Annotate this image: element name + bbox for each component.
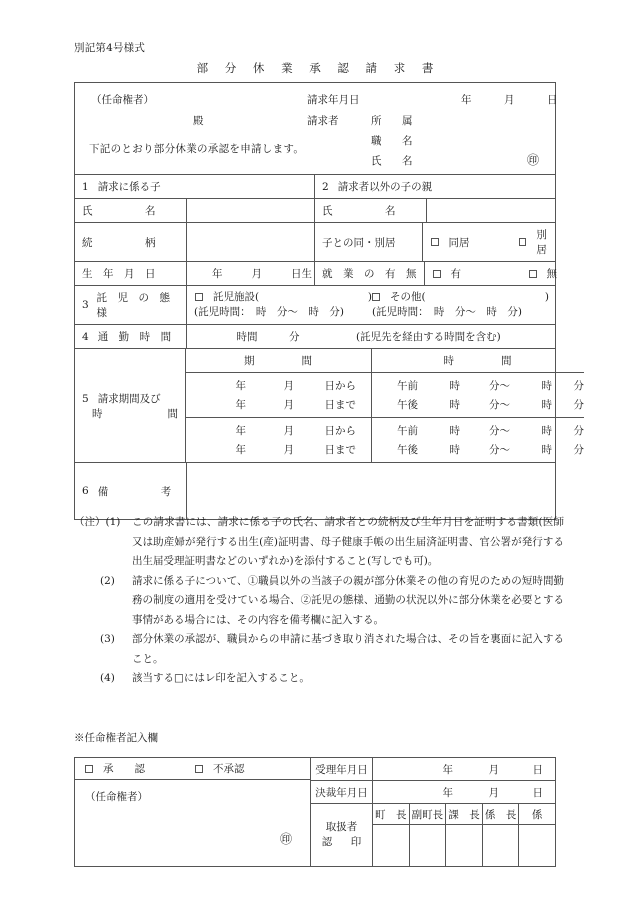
note-item <box>74 513 564 572</box>
employment-label: 就 業 の 有 無 <box>315 262 425 285</box>
period2-am-hour: 時 <box>449 425 460 437</box>
section6-title: 備 考 <box>97 485 172 498</box>
period-header-a: 期 <box>244 355 256 367</box>
handler-stamp-header <box>373 804 555 825</box>
period-entry-row <box>186 373 584 418</box>
period1-pm-hour2: 時 <box>541 399 552 411</box>
period2-from-year: 年 <box>235 425 246 437</box>
period1-from-day: 日から <box>324 380 356 392</box>
note-3-text: 部分休業の承認が、職員からの申請に基づき取り消された場合は、その旨を裏面に記入すること。 <box>132 633 564 665</box>
period-column-header <box>186 349 371 372</box>
request-date-day[interactable]: 日 <box>547 94 558 106</box>
commute-time-label <box>75 325 187 348</box>
handler-label-line1: 取扱者 <box>325 821 358 833</box>
receipt-day: 日 <box>532 763 543 776</box>
appointer-signature-label: （任命権者） <box>85 791 148 803</box>
period1-from-month: 月 <box>283 380 294 392</box>
employment-options <box>425 262 558 285</box>
section5-title-line2-a: 時 <box>92 407 103 420</box>
period1-am-minute2: 分 <box>573 380 584 392</box>
checkbox-icon[interactable] <box>431 238 439 246</box>
childcare-other-option[interactable] <box>372 289 555 304</box>
approval-options <box>75 758 310 780</box>
section3-title: 託 児 の 態 様 <box>96 292 181 319</box>
period2-from-month: 月 <box>283 425 294 437</box>
time-column-header <box>372 349 584 372</box>
employment-option-no[interactable] <box>529 266 558 281</box>
appointer-section-title: ※任命権者記入欄 <box>74 732 158 744</box>
disapprove-option[interactable] <box>195 761 245 776</box>
child-birthdate-label: 生 年 月 日 <box>75 262 187 285</box>
section5-title-line1: 請求期間及び <box>97 392 161 405</box>
handler-col-subsection-chief: 係 長 <box>483 804 520 824</box>
appointer-left-block <box>75 758 311 866</box>
receipt-year: 年 <box>442 763 453 776</box>
handler-col-mayor: 町 長 <box>373 804 410 824</box>
notes-block <box>74 513 564 689</box>
child-name-label: 氏 名 <box>75 199 187 222</box>
checkbox-icon[interactable] <box>433 270 441 278</box>
request-date-label: 請求年月日 <box>307 94 360 106</box>
checkbox-icon[interactable] <box>372 293 380 301</box>
decision-year: 年 <box>442 786 453 799</box>
section5-number: 5 <box>82 392 89 405</box>
receipt-date-value[interactable] <box>373 758 555 780</box>
birth-year: 年 <box>212 268 223 280</box>
handler-col-staff: 係 <box>531 808 543 821</box>
checkbox-icon[interactable] <box>195 765 203 773</box>
employment-option-no-label: 無 <box>546 268 557 280</box>
claimant-label: 請求者 <box>307 115 339 127</box>
handler-stamp-block <box>311 804 555 866</box>
commute-time-note: (託児先を経由する時間を含む) <box>356 331 501 343</box>
note-4-text: 該当する□にはレ印を記入すること。 <box>132 672 310 684</box>
section1-title: 請求に係る子 <box>97 181 161 193</box>
remarks-value[interactable] <box>187 463 555 519</box>
period-header-row <box>186 349 584 373</box>
note-item <box>74 572 564 631</box>
childcare-other-hours[interactable]: (託児時間： 時 分～ 時 分) <box>372 306 522 318</box>
main-form-table <box>74 82 584 520</box>
section2-title: 請求者以外の子の親 <box>337 181 433 193</box>
section3-number: 3 <box>82 299 89 311</box>
appointer-label: （任命権者） <box>91 94 154 106</box>
handler-stamp-grid <box>373 804 555 866</box>
receipt-date-row <box>311 758 555 781</box>
employment-option-yes-label: 有 <box>450 268 461 280</box>
period1-am-label: 午前 <box>397 380 418 392</box>
decision-date-label: 決裁年月日 <box>311 781 373 803</box>
checkbox-icon[interactable] <box>195 293 203 301</box>
note-3-marker: (3) <box>100 633 115 645</box>
section6-number: 6 <box>82 485 89 497</box>
notes-label-text: （注） <box>74 516 106 528</box>
checkbox-icon[interactable] <box>85 765 93 773</box>
request-period-row <box>75 349 584 463</box>
birth-day: 日生 <box>291 268 312 280</box>
checkbox-icon[interactable] <box>529 270 537 278</box>
note-item <box>74 669 564 689</box>
period1-am-hour: 時 <box>449 380 460 392</box>
period2-pm-label: 午後 <box>397 444 418 456</box>
childcare-other-label: その他( <box>390 291 426 303</box>
handler-stamp-section-chief[interactable] <box>446 825 483 866</box>
period2-to-month: 月 <box>283 444 294 456</box>
handler-stamp-deputy-mayor[interactable] <box>410 825 447 866</box>
section1-heading <box>75 175 314 198</box>
cohabit-options <box>423 223 556 261</box>
cohabit-option-separate-label: 別居 <box>536 229 547 256</box>
period2-pm-hour2: 時 <box>541 444 552 456</box>
childcare-type-body <box>187 286 555 324</box>
receipt-date-label: 受理年月日 <box>311 758 373 780</box>
request-date-month[interactable]: 月 <box>504 94 515 106</box>
handler-label-line2: 認 印 <box>321 836 366 848</box>
employment-option-yes[interactable] <box>433 266 529 281</box>
period-times-1[interactable] <box>372 373 584 417</box>
checkbox-icon[interactable] <box>519 238 526 246</box>
section2-heading <box>315 175 555 198</box>
page-title: 部 分 休 業 承 認 請 求 書 <box>196 61 440 75</box>
birth-month: 月 <box>251 268 262 280</box>
childcare-facility-paren-close: ) <box>367 290 372 303</box>
cohabit-option-together-label: 同居 <box>448 236 470 249</box>
commute-time-row <box>75 325 555 349</box>
note-item <box>74 630 564 669</box>
dono-label: 殿 <box>193 115 204 127</box>
period2-am-minute2: 分 <box>573 425 584 437</box>
childcare-facility-label: 託児施設( <box>213 291 260 303</box>
period2-pm-minute: 分～ <box>489 444 510 456</box>
appointer-right-block <box>311 758 555 866</box>
remarks-row <box>75 463 555 519</box>
childcare-other-paren-close: ) <box>544 290 549 303</box>
commute-time-value[interactable]: 時間 分 <box>236 331 300 343</box>
name-field-label[interactable]: 氏 名 <box>371 155 418 167</box>
child-relation-value[interactable] <box>187 223 314 261</box>
receipt-month: 月 <box>488 763 499 776</box>
disapprove-option-label: 不承認 <box>213 763 245 775</box>
section-heading-row <box>75 175 555 199</box>
commute-time-body <box>187 325 555 348</box>
period1-am-hour2: 時 <box>541 380 552 392</box>
period2-am-minute: 分～ <box>489 425 510 437</box>
section4-number: 4 <box>82 330 89 343</box>
childcare-facility-option[interactable] <box>187 289 372 304</box>
handler-stamp-mayor[interactable] <box>373 825 410 866</box>
notes-label <box>74 513 132 572</box>
decision-day: 日 <box>532 786 543 799</box>
cohabit-option-together[interactable] <box>431 235 520 250</box>
period2-am-label: 午前 <box>397 425 418 437</box>
parent-name-label: 氏 名 <box>315 199 427 222</box>
period-dates-2[interactable] <box>186 418 372 462</box>
childcare-type-row <box>75 286 555 325</box>
section2-number: 2 <box>322 181 329 193</box>
period1-am-minute: 分～ <box>489 380 510 392</box>
cohabit-label: 子との同・別居 <box>315 223 423 261</box>
period1-from-year: 年 <box>235 380 246 392</box>
period2-to-year: 年 <box>235 444 246 456</box>
application-sentence: 下記のとおり部分休業の承認を申請します。 <box>89 143 305 155</box>
note-1-text: この請求書には、請求に係る子の氏名、請求者との続柄及び生年月日を証明する書類(医師又は助産婦が発行する出生(産)証明書、母子健康手帳の出生届済証明書、官公署が発行する出生届受理証明書などのいずれか)を添付すること(写しでも可)。 <box>132 516 564 567</box>
handler-stamp-subsection-chief[interactable] <box>483 825 520 866</box>
request-period-table <box>186 349 584 462</box>
request-date-year[interactable]: 年 <box>461 94 472 106</box>
period2-pm-hour: 時 <box>449 444 460 456</box>
relation-row <box>75 223 555 262</box>
note-2-text: 請求に係る子について、①職員以外の当該子の親が部分休業その他の育児のための短時間勤務の制度の適用を受けている場合、②託児の態様、通勤の状況以外に部分休業を必要とする事情がある場合には、その内容を備考欄に記入する。 <box>132 574 564 626</box>
form-id-label: 別記第4号様式 <box>74 42 146 54</box>
seal-icon: ㊞ <box>279 832 292 846</box>
handler-stamp-label <box>311 804 373 866</box>
period1-pm-hour: 時 <box>449 399 460 411</box>
handler-stamp-cells <box>373 825 555 866</box>
approve-option[interactable] <box>85 761 195 776</box>
decision-date-row <box>311 781 555 804</box>
section5-title-line2-b: 間 <box>167 407 178 420</box>
note-1-marker: (1) <box>105 516 121 528</box>
child-relation-label: 続 柄 <box>75 223 187 261</box>
affiliation-field-label[interactable]: 所 属 <box>371 115 418 127</box>
period2-pm-minute2: 分 <box>573 444 584 456</box>
period2-am-hour2: 時 <box>541 425 552 437</box>
approve-option-label: 承 認 <box>103 763 145 775</box>
appointer-signature-area[interactable] <box>75 780 310 864</box>
period2-from-day: 日から <box>324 425 356 437</box>
period2-to-day: 日まで <box>324 444 356 456</box>
cohabit-option-separate[interactable] <box>519 227 555 257</box>
decision-month: 月 <box>488 786 499 799</box>
parent-name-value[interactable] <box>427 199 555 222</box>
section4-title: 通 勤 時 間 <box>97 331 172 343</box>
handler-col-section-chief: 課 長 <box>446 804 483 824</box>
time-header-a: 時 <box>443 355 455 367</box>
name-row <box>75 199 555 223</box>
childcare-type-label <box>75 286 187 324</box>
position-field-label[interactable]: 職 名 <box>371 135 418 147</box>
period1-to-year: 年 <box>235 399 246 411</box>
appointer-entry-table <box>74 757 556 867</box>
child-name-value[interactable] <box>187 199 314 222</box>
handler-stamp-staff[interactable] <box>519 825 555 866</box>
child-birthdate-value[interactable] <box>187 262 314 285</box>
period1-pm-minute2: 分 <box>573 399 584 411</box>
period-header-b: 間 <box>301 355 313 367</box>
period-entry-row <box>186 418 584 462</box>
period-dates-1[interactable] <box>186 373 372 417</box>
handler-col-deputy-mayor: 副町長 <box>410 804 447 824</box>
period1-pm-minute: 分～ <box>489 399 510 411</box>
period-times-2[interactable] <box>372 418 584 462</box>
time-header-b: 間 <box>501 355 513 367</box>
childcare-facility-hours[interactable]: (託児時間： 時 分～ 時 分) <box>194 306 344 318</box>
section1-number: 1 <box>82 181 89 193</box>
request-period-label <box>75 349 186 462</box>
note-2-marker: (2) <box>100 574 115 587</box>
remarks-label <box>75 463 187 519</box>
period1-to-month: 月 <box>283 399 294 411</box>
decision-date-value[interactable] <box>373 781 555 803</box>
form-header-block <box>75 83 558 175</box>
period1-pm-label: 午後 <box>397 399 418 411</box>
seal-icon: ㊞ <box>527 153 540 167</box>
period1-to-day: 日まで <box>324 399 356 411</box>
note-4-marker: (4) <box>100 672 115 684</box>
birthdate-row <box>75 262 555 286</box>
